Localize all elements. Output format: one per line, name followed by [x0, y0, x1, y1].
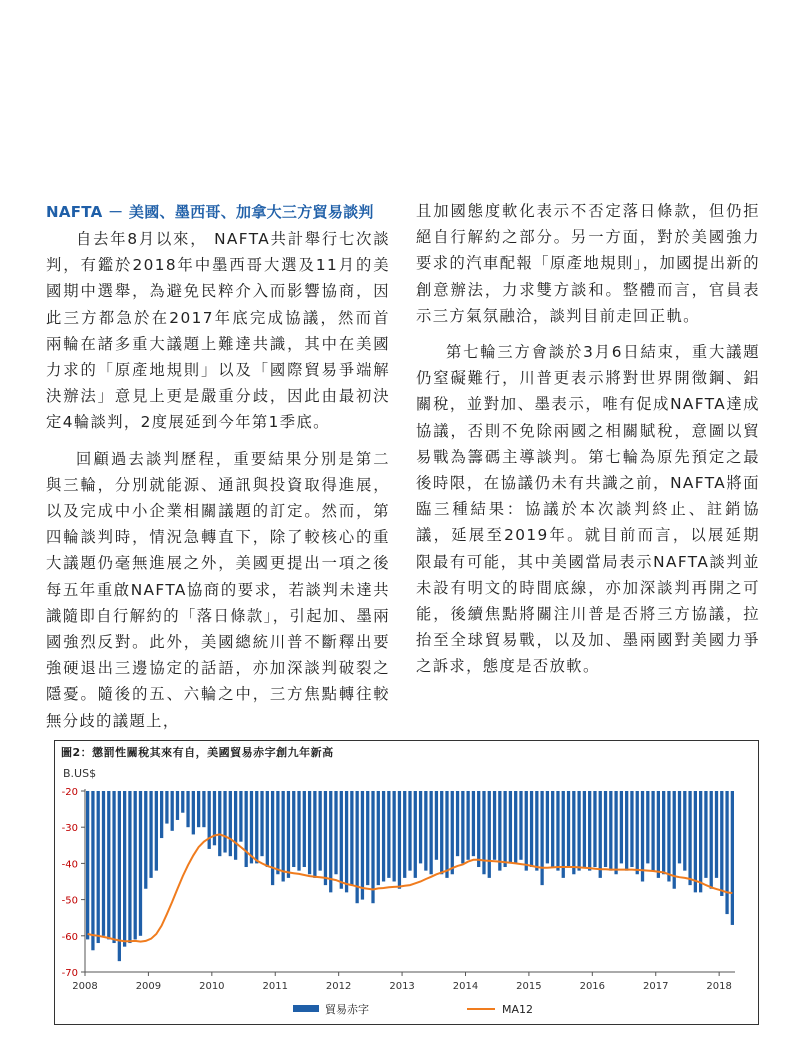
bar-trade-deficit: [334, 791, 337, 874]
bar-trade-deficit: [641, 791, 644, 882]
bar-trade-deficit: [699, 791, 702, 892]
bar-trade-deficit: [477, 791, 480, 867]
bar-trade-deficit: [223, 791, 226, 853]
bar-trade-deficit: [430, 791, 433, 874]
bar-trade-deficit: [192, 791, 195, 834]
bar-trade-deficit: [509, 791, 512, 863]
legend-label-line: MA12: [502, 1003, 534, 1016]
bar-trade-deficit: [292, 791, 295, 867]
legend-swatch-bar: [293, 1005, 319, 1012]
bar-trade-deficit: [525, 791, 528, 871]
bar-trade-deficit: [720, 791, 723, 896]
bar-trade-deficit: [667, 791, 670, 882]
x-tick-label: 2014: [452, 981, 479, 992]
bar-trade-deficit: [287, 791, 290, 878]
bar-trade-deficit: [255, 791, 258, 863]
bar-trade-deficit: [593, 791, 596, 867]
paragraph-2: 回顧過去談判歷程，重要結果分別是第二與三輪，分別就能源、通訊與投資取得進展，以及完成中小企業相關議題的訂定。然而，第四輪談判時，情況急轉直下，除了較核心的重大議題仍毫無進展之外，美國更提出一項之後每五年重啟NAFTA協商的要求，若談判未達共識隨即自行解約的「落日條款」，引起加、墨兩國強烈反對。此外，美國總統川普不斷釋出要強硬退出三邊協定的話語，亦加深談判破裂之隱憂。隨後的五、六輪之中，三方焦點轉往較無分歧的議題上，: [46, 449, 390, 730]
y-tick-label: -40: [61, 859, 78, 871]
bar-trade-deficit: [683, 791, 686, 871]
paragraph-1: 自去年8月以來， NAFTA共計舉行七次談判，有鑑於2018年中墨西哥大選及11月的美國期中選舉，為避免民粹介入而影響協商，因此三方都急於在2017年底完成協議，然而首兩輪在諸多重大議題上難達共識，其中在美國力求的「原產地規則」以及「國際貿易爭端解決辦法」意見上更是嚴重分歧，因此由最初決定4輪談判，2度展延到今年第1季底。: [46, 230, 390, 432]
bar-trade-deficit: [572, 791, 575, 874]
bar-trade-deficit: [176, 791, 179, 820]
bar-trade-deficit: [382, 791, 385, 882]
bar-trade-deficit: [350, 791, 353, 885]
x-tick-label: 2010: [199, 981, 225, 992]
bar-trade-deficit: [303, 791, 306, 867]
bar-trade-deficit: [678, 791, 681, 863]
section-heading: NAFTA － 美國、墨西哥、加拿大三方貿易談判: [46, 203, 374, 221]
bar-trade-deficit: [123, 791, 126, 947]
bar-trade-deficit: [599, 791, 602, 878]
bar-trade-deficit: [636, 791, 639, 874]
bar-trade-deficit: [609, 791, 612, 871]
bar-trade-deficit: [134, 791, 137, 939]
bar-trade-deficit: [340, 791, 343, 889]
bar-trade-deficit: [688, 791, 691, 885]
bar-trade-deficit: [229, 791, 232, 856]
bar-trade-deficit: [419, 791, 422, 863]
bar-trade-deficit: [361, 791, 364, 900]
paragraph-3: 第七輪三方會談於3月6日結束，重大議題仍窒礙難行，川普更表示將對世界開徵鋼、鋁關稅，並對加、墨表示，唯有促成NAFTA達成協議，否則不免除兩國之相關賦稅，意圖以貿易戰為籌碼主導談判。第七輪為原先預定之最後時限，在協議仍未有共識之前，NAFTA將面臨三種結果：協議於本次談判終止、註銷協議，延展至2019年。就目前而言，以展延期限最有可能，其中美國當局表示NAFTA談判並未設有明文的時間底線，亦加深談判再開之可能，後續焦點將關注川普是否將三方協議，拉抬至全球貿易戰，以及加、墨兩國對美國力爭之訴求，態度是否放軟。: [416, 343, 760, 676]
bar-trade-deficit: [614, 791, 617, 874]
bar-trade-deficit: [704, 791, 707, 878]
bar-trade-deficit: [276, 791, 279, 874]
bar-trade-deficit: [482, 791, 485, 874]
y-tick-label: -60: [61, 931, 78, 943]
x-tick-label: 2011: [262, 981, 288, 992]
y-axis-unit: B.US$: [63, 767, 97, 780]
bar-trade-deficit: [588, 791, 591, 871]
bar-trade-deficit: [646, 791, 649, 863]
bar-trade-deficit: [503, 791, 506, 867]
bar-trade-deficit: [535, 791, 538, 871]
bar-trade-deficit: [498, 791, 501, 871]
bar-trade-deficit: [583, 791, 586, 867]
bar-trade-deficit: [551, 791, 554, 867]
bar-trade-deficit: [128, 791, 131, 943]
bar-trade-deficit: [97, 791, 100, 943]
figure-title: 圖2：懲罰性關稅其來有自，美國貿易赤字創九年新高: [61, 746, 334, 759]
article-right-column: [416, 198, 760, 690]
bar-trade-deficit: [651, 791, 654, 871]
bar-trade-deficit: [139, 791, 142, 936]
bar-trade-deficit: [118, 791, 121, 961]
article-left-column: [46, 198, 390, 744]
bar-trade-deficit: [181, 791, 184, 813]
bar-trade-deficit: [149, 791, 152, 878]
bar-trade-deficit: [556, 791, 559, 871]
trade-deficit-chart: [55, 741, 757, 1023]
paragraph-2-continued: 且加國態度軟化表示不否定落日條款，但仍拒絕自行解約之部分。另一方面，對於美國強力要求的汽車配報「原產地規則」，加國提出新的創意辦法，力求雙方談和。整體而言，官員表示三方氣氛融洽，談判目前走回正軌。: [416, 202, 760, 325]
bar-trade-deficit: [540, 791, 543, 885]
bar-trade-deficit: [297, 791, 300, 871]
bar-trade-deficit: [308, 791, 311, 874]
bar-trade-deficit: [102, 791, 105, 936]
bar-trade-deficit: [440, 791, 443, 874]
bar-trade-deficit: [567, 791, 570, 867]
x-tick-label: 2016: [579, 981, 606, 992]
bar-trade-deficit: [731, 791, 734, 925]
bar-trade-deficit: [155, 791, 158, 871]
y-tick-label: -50: [61, 895, 78, 907]
bar-trade-deficit: [393, 791, 396, 882]
x-tick-label: 2009: [135, 981, 162, 992]
bar-trade-deficit: [234, 791, 237, 860]
bar-trade-deficit: [271, 791, 274, 885]
y-tick-label: -70: [61, 968, 78, 979]
bar-trade-deficit: [673, 791, 676, 889]
legend-label-bar: 貿易赤字: [325, 1003, 369, 1016]
bar-trade-deficit: [186, 791, 189, 827]
bar-trade-deficit: [313, 791, 316, 878]
bar-trade-deficit: [266, 791, 269, 867]
bar-trade-deficit: [604, 791, 607, 867]
bar-trade-deficit: [694, 791, 697, 892]
x-tick-label: 2008: [72, 981, 98, 992]
bar-trade-deficit: [414, 791, 417, 878]
bar-trade-deficit: [461, 791, 464, 863]
bar-trade-deficit: [630, 791, 633, 867]
bar-trade-deficit: [408, 791, 411, 871]
bar-trade-deficit: [451, 791, 454, 874]
bar-trade-deficit: [546, 791, 549, 863]
bar-trade-deficit: [107, 791, 110, 939]
bar-trade-deficit: [530, 791, 533, 867]
bar-trade-deficit: [218, 791, 221, 856]
bar-trade-deficit: [662, 791, 665, 874]
bar-trade-deficit: [171, 791, 174, 831]
bar-trade-deficit: [245, 791, 248, 867]
bar-trade-deficit: [250, 791, 253, 863]
bar-trade-deficit: [657, 791, 660, 878]
bar-trade-deficit: [371, 791, 374, 903]
bar-trade-deficit: [445, 791, 448, 878]
y-tick-label: -30: [61, 823, 78, 835]
bar-trade-deficit: [519, 791, 522, 860]
bar-trade-deficit: [86, 791, 89, 939]
y-tick-label: -20: [61, 787, 78, 798]
bar-trade-deficit: [466, 791, 469, 860]
bar-trade-deficit: [366, 791, 369, 885]
bar-trade-deficit: [398, 791, 401, 889]
x-tick-label: 2017: [643, 981, 669, 992]
bar-trade-deficit: [260, 791, 263, 856]
bar-trade-deficit: [239, 791, 242, 842]
bar-trade-deficit: [202, 791, 205, 827]
bar-trade-deficit: [620, 791, 623, 863]
bar-trade-deficit: [403, 791, 406, 878]
bar-trade-deficit: [319, 791, 322, 871]
x-tick-label: 2018: [706, 981, 732, 992]
bar-trade-deficit: [345, 791, 348, 892]
bar-trade-deficit: [562, 791, 565, 878]
bar-trade-deficit: [165, 791, 168, 824]
bar-trade-deficit: [514, 791, 517, 863]
x-tick-label: 2012: [325, 981, 352, 992]
bar-trade-deficit: [197, 791, 200, 827]
bar-trade-deficit: [493, 791, 496, 860]
bar-trade-deficit: [387, 791, 390, 878]
bar-trade-deficit: [282, 791, 285, 882]
bar-trade-deficit: [725, 791, 728, 914]
bar-trade-deficit: [144, 791, 147, 889]
bar-trade-deficit: [710, 791, 713, 889]
bar-trade-deficit: [577, 791, 580, 871]
x-tick-label: 2013: [389, 981, 415, 992]
bar-trade-deficit: [112, 791, 115, 943]
bar-trade-deficit: [456, 791, 459, 856]
x-tick-label: 2015: [516, 981, 542, 992]
bar-trade-deficit: [715, 791, 718, 878]
figure-trade-deficit: [54, 740, 759, 1025]
bar-trade-deficit: [329, 791, 332, 892]
bar-trade-deficit: [435, 791, 438, 860]
bar-trade-deficit: [472, 791, 475, 856]
bar-trade-deficit: [91, 791, 94, 950]
bar-trade-deficit: [625, 791, 628, 871]
bar-trade-deficit: [208, 791, 211, 849]
bar-trade-deficit: [488, 791, 491, 878]
bar-trade-deficit: [424, 791, 427, 871]
bar-trade-deficit: [324, 791, 327, 885]
bar-trade-deficit: [160, 791, 163, 838]
bar-trade-deficit: [377, 791, 380, 885]
